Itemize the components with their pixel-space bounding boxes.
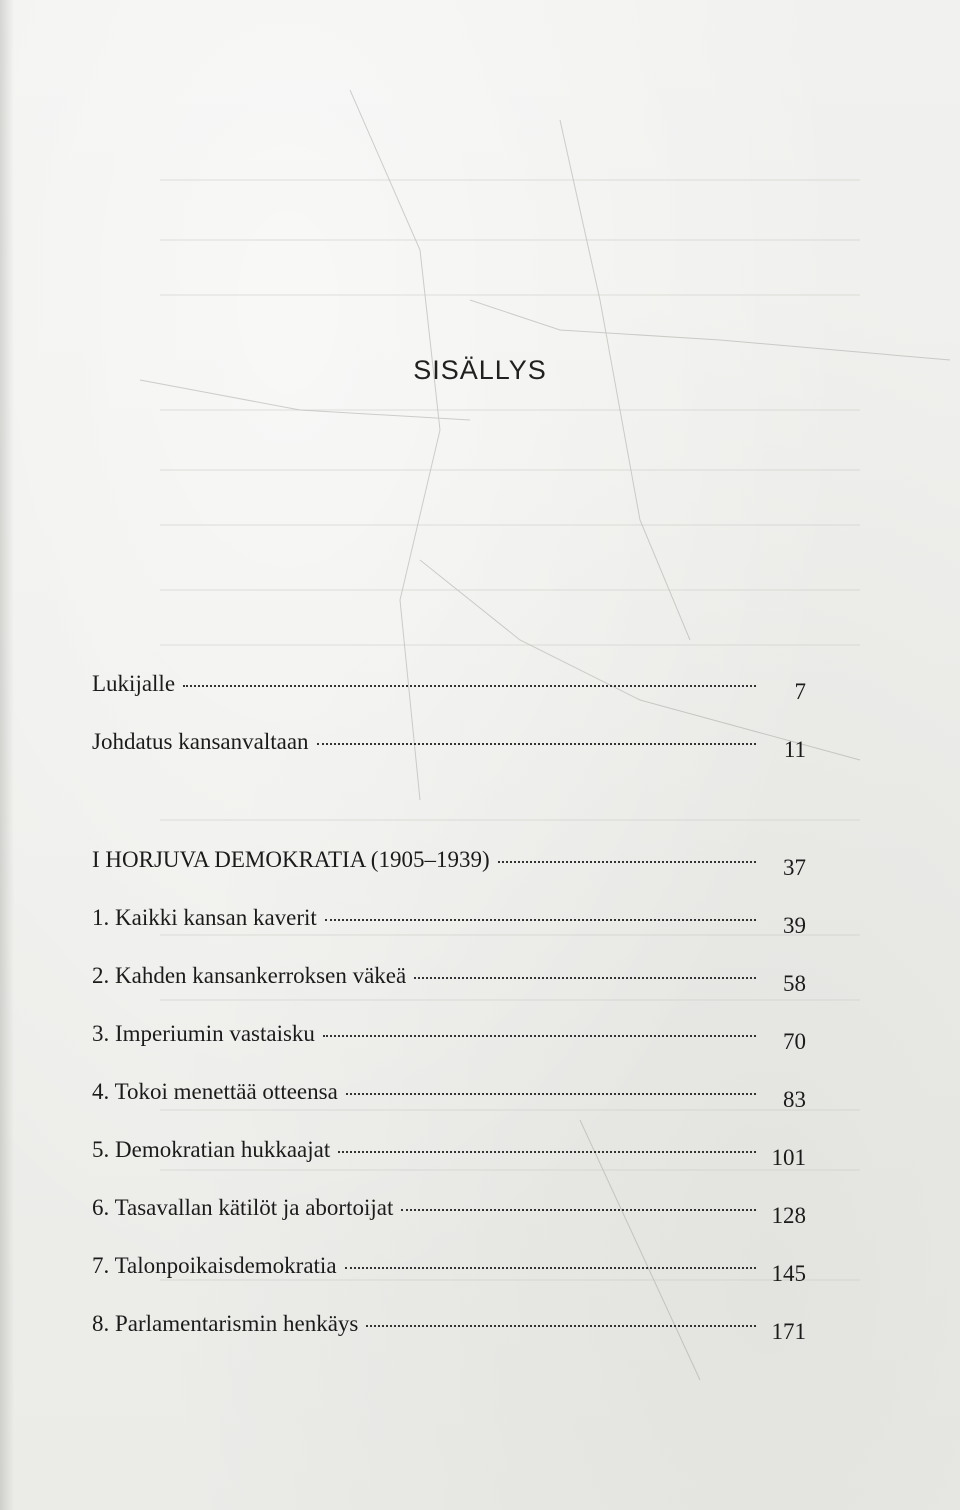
toc-entry-label: 4. Tokoi menettää otteensa [92,1079,338,1104]
toc-entry [92,1130,806,1170]
dot-leader [183,685,756,687]
toc-entry-page: 145 [771,1261,806,1286]
toc-entry-label: 1. Kaikki kansan kaverit [92,905,317,930]
toc-entry [92,1246,806,1286]
toc-part-heading [92,840,806,880]
toc-entry-label: Johdatus kansanvaltaan [92,729,309,754]
dot-leader [366,1325,756,1327]
dot-leader [323,1035,756,1037]
toc-entry [92,898,806,938]
toc-entry [92,664,806,704]
toc-entry-page: 37 [783,855,806,880]
toc-entry-label: Lukijalle [92,671,176,696]
toc-entry-label: 8. Parlamentarismin henkäys [92,1311,359,1336]
toc-entry [92,1072,806,1112]
toc-entry-label: 7. Talonpoikaisdemokratia [92,1253,337,1278]
toc-entry [92,956,806,996]
toc-entry-page: 11 [783,737,806,762]
dot-leader [317,743,756,745]
dot-leader [346,1093,756,1095]
toc-entry-page: 70 [783,1029,806,1054]
toc-entry [92,722,806,762]
toc-entry-page: 101 [771,1145,806,1170]
toc-entry [92,1014,806,1054]
page-edge-shadow [0,0,14,1510]
toc-entry-page: 128 [771,1203,806,1228]
toc-entry-page: 58 [783,971,806,996]
dot-leader [345,1267,756,1269]
toc-entry-label: 5. Demokratian hukkaajat [92,1137,331,1162]
toc-entry-label: 3. Imperiumin vastaisku [92,1021,315,1046]
toc-entry-label: 6. Tasavallan kätilöt ja abortoijat [92,1195,394,1220]
toc-entry-label: I HORJUVA DEMOKRATIA (1905–1939) [92,847,490,872]
toc-entry [92,1304,806,1344]
toc-entry-label: 2. Kahden kansankerroksen väkeä [92,963,407,988]
toc-entry-page: 83 [783,1087,806,1112]
toc-entry-page: 39 [783,913,806,938]
toc-entry-page: 171 [771,1319,806,1344]
page-title: SISÄLLYS [413,355,547,385]
dot-leader [325,919,756,921]
dot-leader [414,977,756,979]
dot-leader [498,861,756,863]
toc-entry [92,1188,806,1228]
dot-leader [401,1209,756,1211]
toc-entry-page: 7 [794,679,806,704]
dot-leader [338,1151,756,1153]
